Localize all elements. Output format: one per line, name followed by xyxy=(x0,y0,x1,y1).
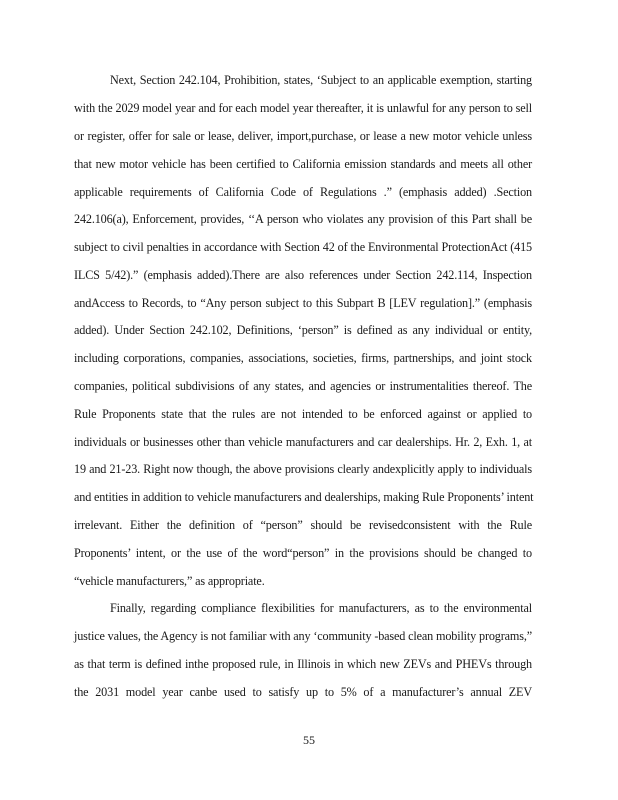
body-text-line: Proponents’ intent, or the use of the word“person” in the provisions should be changed to xyxy=(74,546,532,560)
body-text-line: irrelevant. Either the definition of “person” should be revisedconsistent with the Rule xyxy=(74,518,532,532)
body-text-line: and entities in addition to vehicle manufacturers and dealerships, making Rule Proponents’ intent xyxy=(74,490,534,504)
body-text-line: subject to civil penalties in accordance with Section 42 of the Environmental ProtectionAct (415 xyxy=(74,240,532,254)
body-text-line: Next, Section 242.104, Prohibition, states, ‘Subject to an applicable exemption, starting xyxy=(110,73,532,87)
body-text-line: 242.106(a), Enforcement, provides, ‘‘A person who violates any provision of this Part shall be xyxy=(74,212,532,226)
body-text-line: or register, offer for sale or lease, deliver, import,purchase, or lease a new motor vehicle unless xyxy=(74,129,532,143)
body-text-line: added). Under Section 242.102, Definitions, ‘person” is defined as any individual or entity, xyxy=(74,323,532,337)
page-number: 55 xyxy=(303,733,315,747)
body-text-line: applicable requirements of California Code of Regulations .” (emphasis added) .Section xyxy=(74,185,532,199)
body-text-line: with the 2029 model year and for each model year thereafter, it is unlawful for any person to sell xyxy=(74,101,532,115)
body-text-line: the 2031 model year canbe used to satisfy up to 5% of a manufacturer’s annual ZEV xyxy=(74,685,532,699)
body-text-line: Finally, regarding compliance flexibilities for manufacturers, as to the environmental xyxy=(110,601,532,615)
body-text-line: ILCS 5/42).” (emphasis added).There are also references under Section 242.114, Inspection xyxy=(74,268,532,282)
body-text-line: 19 and 21-23. Right now though, the above provisions clearly andexplicitly apply to individuals xyxy=(74,462,532,476)
body-text-line: companies, political subdivisions of any states, and agencies or instrumentalities thereof. The xyxy=(74,379,532,393)
body-text-line: “vehicle manufacturers,” as appropriate. xyxy=(74,574,265,588)
body-text-line: andAccess to Records, to “Any person subject to this Subpart B [LEV regulation].” (emphasis xyxy=(74,296,532,310)
body-text-line: justice values, the Agency is not familiar with any ‘community -based clean mobility programs,” xyxy=(74,629,532,643)
body-text-line: that new motor vehicle has been certified to California emission standards and meets all other xyxy=(74,157,532,171)
body-text-line: Rule Proponents state that the rules are not intended to be enforced against or applied to xyxy=(74,407,532,421)
body-text-line: individuals or businesses other than vehicle manufacturers and car dealerships. Hr. 2, Exh. 1, at xyxy=(74,435,532,449)
body-text-line: as that term is defined inthe proposed rule, in Illinois in which new ZEVs and PHEVs through xyxy=(74,657,532,671)
body-text-line: including corporations, companies, associations, societies, firms, partnerships, and joint stock xyxy=(74,351,532,365)
